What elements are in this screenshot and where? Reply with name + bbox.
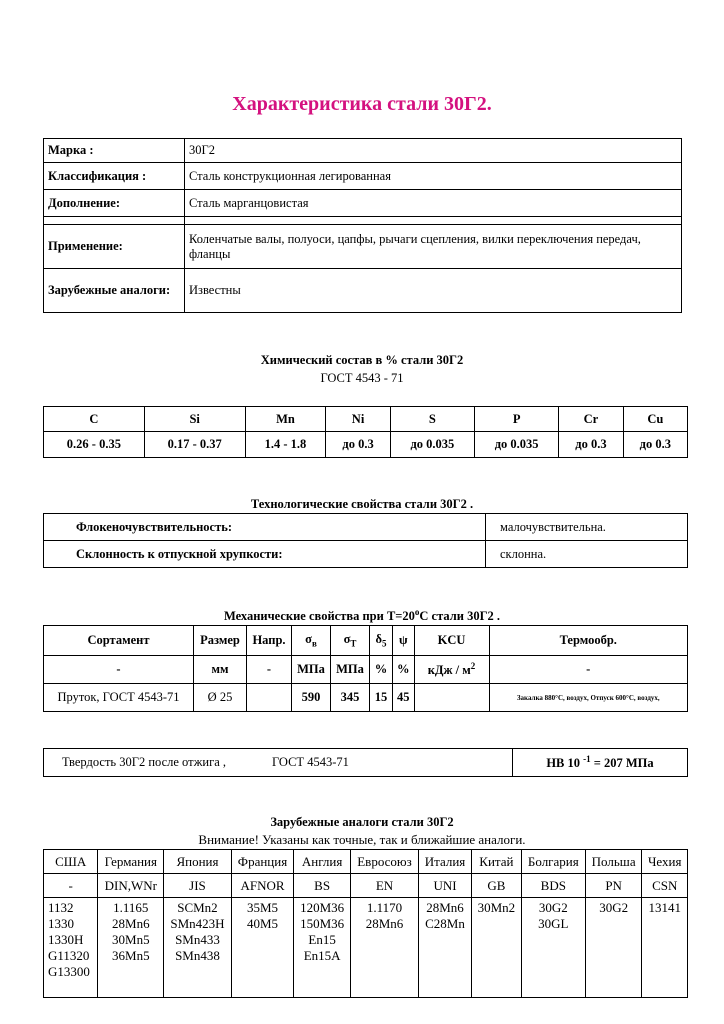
analog-grade: 30G2 — [538, 900, 568, 915]
header-heat-treatment: Термообр. — [489, 626, 688, 656]
element-cu: Cu — [623, 407, 687, 432]
analog-standard: EN — [351, 874, 419, 898]
general-table — [43, 138, 682, 313]
analog-grade: SCMn2 — [177, 900, 218, 915]
label-foreign-analogs: Зарубежные аналоги: — [44, 269, 185, 313]
analog-grades-cell — [351, 898, 419, 998]
hardness-value-prefix: HB 10 — [546, 756, 581, 771]
value-mn: 1.4 - 1.8 — [245, 432, 326, 458]
unit-sortament: - — [44, 656, 194, 684]
analog-grade: 30GL — [538, 916, 569, 931]
analog-standard: JIS — [164, 874, 232, 898]
technological-table — [43, 513, 688, 568]
value-cu: до 0.3 — [623, 432, 687, 458]
analog-standard: PN — [585, 874, 642, 898]
value-flake-sensitivity: малочувствительна. — [486, 514, 688, 541]
unit-psi: % — [393, 656, 415, 684]
analog-grade: 120M36 — [300, 900, 345, 915]
analog-grades-cell — [521, 898, 585, 998]
mechanical-title-text: Механические свойства при Т=20 — [223, 609, 415, 624]
analog-grades-cell — [472, 898, 522, 998]
mechanical-title-tail: С стали 30Г2 . — [419, 609, 501, 624]
analog-grade: 1330H — [48, 932, 84, 947]
element-s: S — [390, 407, 474, 432]
analog-grade: 1330 — [48, 916, 74, 931]
analogs-table — [43, 849, 688, 998]
unit-size: мм — [194, 656, 247, 684]
analog-country: Китай — [472, 850, 522, 874]
analog-grade: G11320 — [48, 948, 90, 963]
mechanical-title — [0, 607, 724, 624]
analog-standard: GB — [472, 874, 522, 898]
sigma-b-symbol: σ — [305, 632, 312, 647]
element-si: Si — [144, 407, 245, 432]
analog-country: Болгария — [521, 850, 585, 874]
row-delta: 15 — [370, 684, 393, 712]
analog-standard: AFNOR — [231, 874, 293, 898]
unit-kcu-sup: 2 — [470, 660, 476, 671]
hardness-value-suffix: = 207 МПа — [593, 756, 654, 771]
value-c: 0.26 - 0.35 — [44, 432, 145, 458]
sigma-t-symbol: σ — [343, 632, 351, 647]
hardness-value — [513, 749, 688, 777]
unit-direction: - — [247, 656, 292, 684]
hardness-value-sup: -1 — [583, 753, 591, 764]
analog-grades-cell — [98, 898, 164, 998]
analog-grade: 1.1170 — [366, 900, 403, 915]
analog-standard: CSN — [642, 874, 688, 898]
unit-sigma-b: МПа — [292, 656, 331, 684]
row-sortament: Пруток, ГОСТ 4543-71 — [44, 684, 194, 712]
header-sortament: Сортамент — [44, 626, 194, 656]
row-psi: 45 — [393, 684, 415, 712]
analog-grades-cell — [231, 898, 293, 998]
analog-country: США — [44, 850, 98, 874]
hardness-description — [44, 749, 513, 777]
label-application: Применение: — [44, 225, 185, 269]
analog-grade: 30G2 — [599, 900, 629, 915]
technological-title: Технологические свойства стали 30Г2 . — [250, 497, 474, 511]
chemical-title: Химический состав в % стали 30Г2 — [260, 353, 464, 367]
analog-grade: 36Mn5 — [112, 948, 150, 963]
analog-grade: SMn438 — [175, 948, 220, 963]
analog-grade: G13300 — [48, 964, 90, 979]
header-sigma-b — [292, 626, 331, 656]
analog-standard: UNI — [418, 874, 471, 898]
analogs-title: Зарубежные аналоги стали 30Г2 — [270, 815, 454, 829]
header-psi: ψ — [393, 626, 415, 656]
analog-grade: En15 — [308, 932, 336, 947]
value-s: до 0.035 — [390, 432, 474, 458]
page-title: Характеристика стали 30Г2. — [232, 93, 492, 115]
header-kcu: KCU — [414, 626, 489, 656]
row-kcu — [414, 684, 489, 712]
analog-country: Чехия — [642, 850, 688, 874]
element-mn: Mn — [245, 407, 326, 432]
analog-grade: 28Mn6 — [365, 916, 404, 931]
analog-grade: 1.1165 — [113, 900, 149, 915]
analog-grades-cell — [642, 898, 688, 998]
unit-kcu — [414, 656, 489, 684]
label-flake-sensitivity: Флокеночувствительность: — [44, 514, 486, 541]
analog-grade: 150M36 — [300, 916, 345, 931]
analog-grade: 28Mn6 — [426, 900, 464, 915]
chemical-standard: ГОСТ 4543 - 71 — [320, 371, 404, 385]
mechanical-table — [43, 625, 688, 712]
chemical-table — [43, 406, 688, 458]
value-cr: до 0.3 — [559, 432, 623, 458]
unit-delta: % — [370, 656, 393, 684]
unit-heat-treatment: - — [489, 656, 688, 684]
analog-grades-cell — [585, 898, 642, 998]
analog-standard: BDS — [521, 874, 585, 898]
value-grade: 30Г2 — [185, 139, 682, 163]
sigma-b-sub: в — [311, 638, 317, 649]
row-direction — [247, 684, 292, 712]
spacer-cell — [185, 217, 682, 225]
value-ni: до 0.3 — [326, 432, 390, 458]
sigma-t-sub: T — [350, 638, 357, 649]
row-sigma-b: 590 — [292, 684, 331, 712]
analog-grade: 1132 — [48, 900, 74, 915]
analog-country: Япония — [164, 850, 232, 874]
analog-country: Англия — [294, 850, 351, 874]
value-foreign-analogs: Известны — [185, 269, 682, 313]
analog-grade: 40M5 — [246, 916, 279, 931]
analog-grade: SMn423H — [170, 916, 225, 931]
analog-grade: 28Mn6 — [112, 916, 150, 931]
analog-country: Германия — [98, 850, 164, 874]
label-classification: Классификация : — [44, 163, 185, 190]
value-application: Коленчатые валы, полуоси, цапфы, рычаги сцепления, вилки переключения передач, фланцы — [185, 225, 682, 269]
analog-grades-cell — [418, 898, 471, 998]
header-sigma-t — [331, 626, 370, 656]
unit-kcu-text: кДж / м — [427, 663, 471, 678]
element-ni: Ni — [326, 407, 390, 432]
analog-grade: SMn433 — [175, 932, 220, 947]
hardness-standard: ГОСТ 4543-71 — [272, 755, 349, 769]
analog-grade: C28Mn — [425, 916, 465, 931]
analog-standard: - — [44, 874, 98, 898]
analog-grade: 30Mn2 — [477, 900, 516, 915]
analog-grade: 13141 — [648, 900, 681, 915]
analog-country: Евросоюз — [351, 850, 419, 874]
analog-country: Италия — [418, 850, 471, 874]
delta-sub: 5 — [382, 638, 387, 649]
label-temper-brittleness: Склонность к отпускной хрупкости: — [44, 541, 486, 568]
value-si: 0.17 - 0.37 — [144, 432, 245, 458]
analog-country: Польша — [585, 850, 642, 874]
value-temper-brittleness: склонна. — [486, 541, 688, 568]
row-heat-treatment: Закалка 880°C, воздух, Отпуск 600°C, воздух, — [489, 684, 688, 712]
analog-grades-cell — [294, 898, 351, 998]
element-p: P — [475, 407, 559, 432]
element-cr: Cr — [559, 407, 623, 432]
mechanical-title-degree: o — [414, 607, 420, 617]
row-size: Ø 25 — [194, 684, 247, 712]
analog-standard: BS — [294, 874, 351, 898]
analog-grade: En15A — [303, 948, 341, 963]
value-addition: Сталь марганцовистая — [185, 190, 682, 217]
analog-standard: DIN,WNr — [98, 874, 164, 898]
label-grade: Марка : — [44, 139, 185, 163]
analogs-note: Внимание! Указаны как точные, так и ближайшие аналоги. — [198, 832, 526, 847]
analog-country: Франция — [231, 850, 293, 874]
spacer-cell — [44, 217, 185, 225]
value-p: до 0.035 — [475, 432, 559, 458]
row-sigma-t: 345 — [331, 684, 370, 712]
analog-grade: 35M5 — [246, 900, 279, 915]
header-size: Размер — [194, 626, 247, 656]
value-classification: Сталь конструкционная легированная — [185, 163, 682, 190]
unit-sigma-t: МПа — [331, 656, 370, 684]
header-direction: Напр. — [247, 626, 292, 656]
analog-grade: 30Mn5 — [112, 932, 150, 947]
element-c: C — [44, 407, 145, 432]
hardness-table — [43, 748, 688, 777]
hardness-text: Твердость 30Г2 после отжига , — [62, 755, 226, 769]
delta-symbol: δ — [375, 632, 382, 647]
header-delta — [370, 626, 393, 656]
label-addition: Дополнение: — [44, 190, 185, 217]
analog-grades-cell — [44, 898, 98, 998]
analog-grades-cell — [164, 898, 232, 998]
